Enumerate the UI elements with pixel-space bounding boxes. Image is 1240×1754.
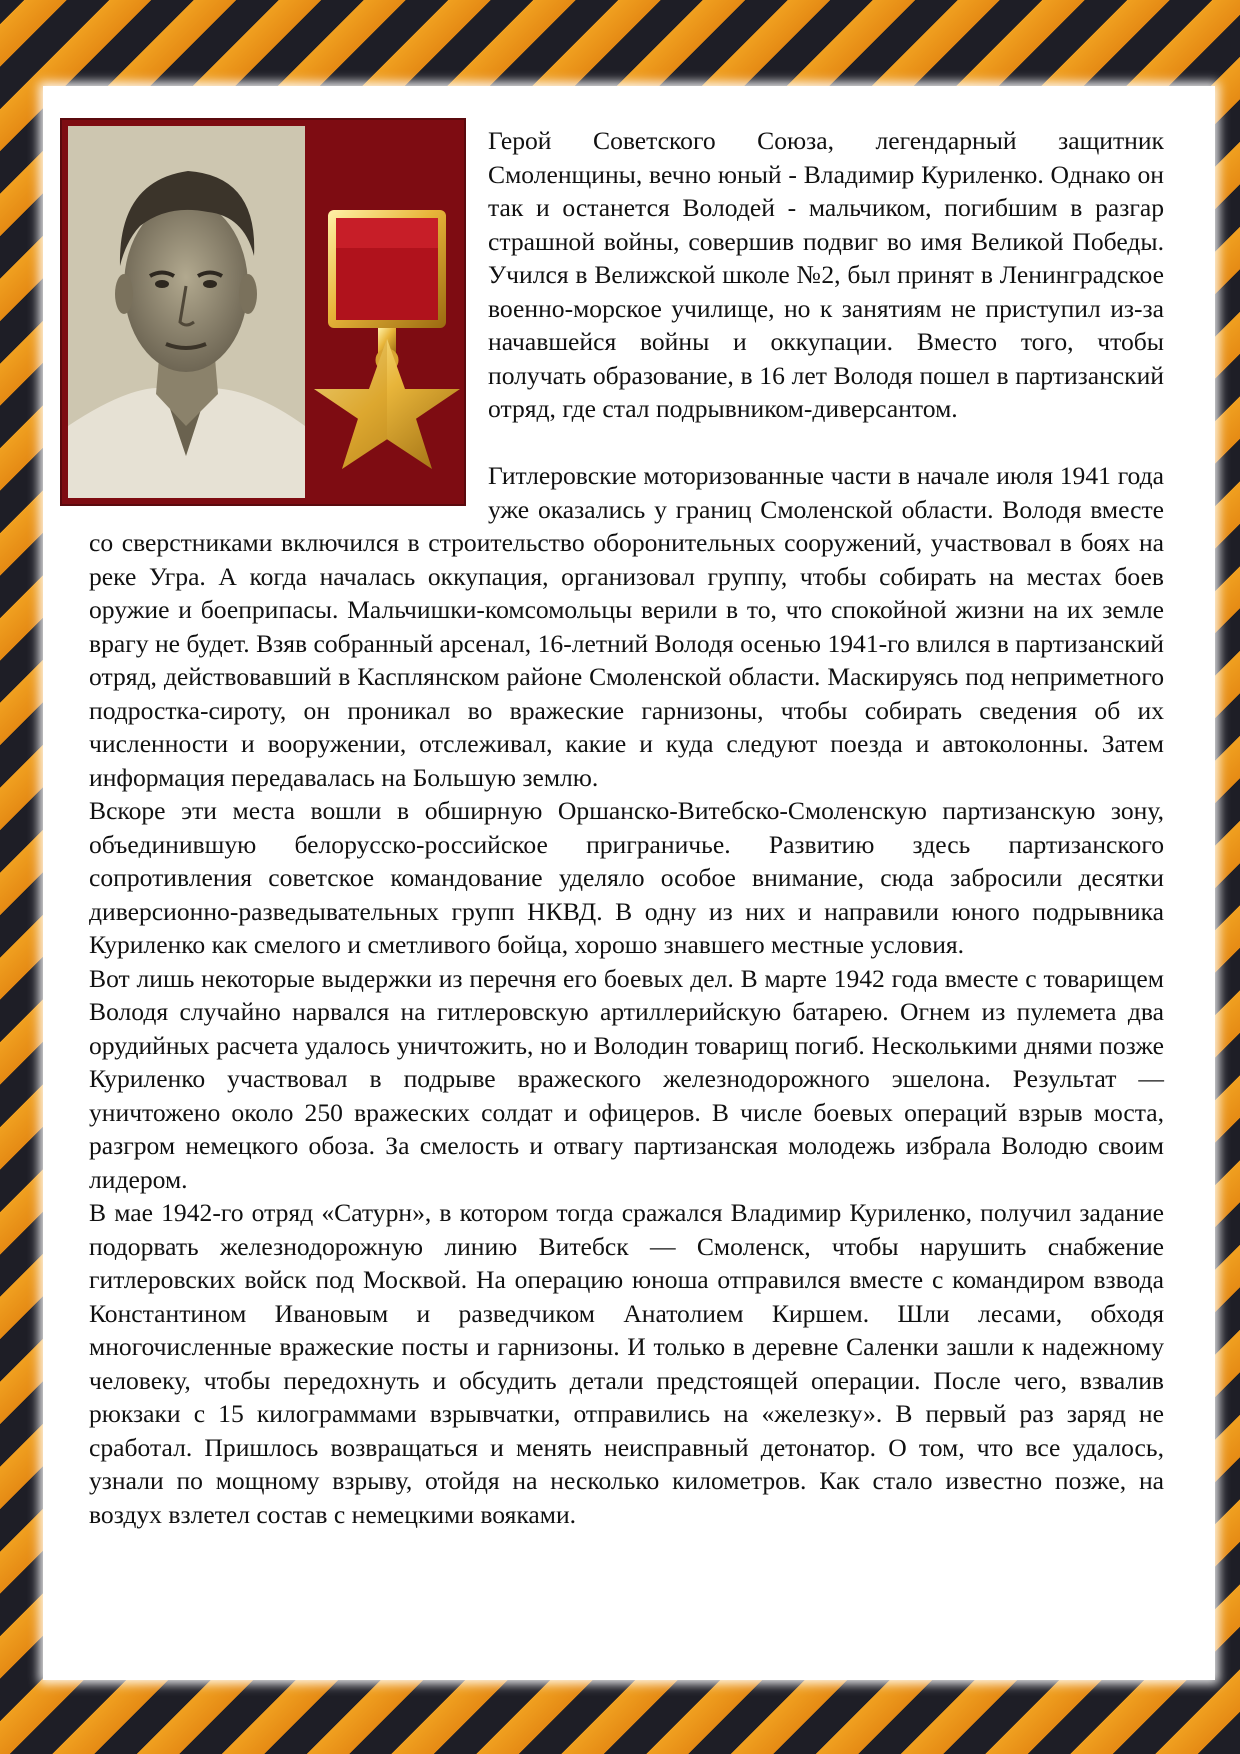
paragraph-5: В мае 1942-го отряд «Сатурн», в котором тогда сражался Владимир Куриленко, получил задание подорвать железнодорожную линию Витебск — Смоленск, чтобы нарушить снабжение гитлеровских войск под Москвой. На операцию юноша отправился вместе с командиром взвода Константином Ивановым и разведчиком Анатолием Киршем. Шли лесами, обходя многочисленные вражеские посты и гарнизоны. И только в деревне Саленки зашли к надежному человеку, чтобы передохнуть и обсудить детали предстоящей операции. После чего, взвалив рюкзаки с 15 килограммами взрывчатки, отправились на «железку». В первый раз заряд не сработал. Пришлось возвращаться и менять неисправный детонатор. О том, что все удалось, узнали по мощному взрыву, отойдя на несколько километров. Как стало известно позже, на воздух взлетел состав с немецкими вояками. xyxy=(89,1198,1164,1529)
paragraph-4: Вот лишь некоторые выдержки из перечня его боевых дел. В марте 1942 года вместе с товарищем Володя случайно нарвался на гитлеровскую артиллерийскую батарею. Огнем из пулемета два орудийных расчета удалось уничтожить, но и Володин товарищ погиб. Несколькими днями позже Куриленко участвовал в подрыве вражеского железнодорожного эшелона. Результат — уничтожено около 250 вражеских солдат и офицеров. В числе боевых операций взрыв моста, разгром немецкого обоза. За смелость и отвагу партизанская молодежь избрала Володю своим лидером. xyxy=(89,963,1164,1194)
paragraph-1: Герой Советского Союза, легендарный защитник Смоленщины, вечно юный - Владимир Куриленко. Однако он так и останется Володей - мальчиком, погибшим в разгар страшной войны, совершив подвиг во имя Великой Победы. Учился в Велижской школе №2, был принят в Ленинградское военно-морское училище, но к занятиям не приступил из-за начавшейся войны и оккупации. Вместо того, чтобы получать образование, в 16 лет Володя пошел в партизанский отряд, где стал подрывником-диверсантом. xyxy=(488,126,1164,423)
paragraph-2: Гитлеровские моторизованные части в начале июля 1941 года уже оказались у границ Смоленской области. Володя вместе со сверстниками включился в строительство оборонительных сооружений, участвовал в боях на реке Угра. А когда началась оккупация, организовал группу, чтобы собирать на местах боев оружие и боеприпасы. Мальчишки-комсомольцы верили в то, что спокойной жизни на их земле врагу не будет. Взяв собранный арсенал, 16-летний Володя осенью 1941-го влился в партизанский отряд, действовавший в Касплянском районе Смоленской области. Маскируясь под неприметного подростка-сироту, он проникал во вражеские гарнизоны, чтобы собирать сведения об их численности и вооружении, отслеживал, какие и куда следуют поезда и автоколонны. Затем информация передавалась на Большую землю. xyxy=(89,461,1164,792)
gold-star-medal xyxy=(312,210,462,490)
portrait-icon xyxy=(68,126,305,498)
hero-picture xyxy=(62,120,464,504)
gold-star-icon xyxy=(312,210,462,490)
paragraph-3: Вскоре эти места вошли в обширную Оршанско-Витебско-Смоленскую партизанскую зону, объединившую белорусско-российское приграничье. Развитию здесь партизанского сопротивления советское командование уделяло особое внимание, сюда забросили десятки диверсионно-разведывательных групп НКВД. В одну из них и направили юного подрывника Куриленко как смелого и сметливого бойца, хорошо знавшего местные условия. xyxy=(89,796,1164,959)
portrait-photo xyxy=(68,126,305,498)
article xyxy=(89,124,1164,1531)
